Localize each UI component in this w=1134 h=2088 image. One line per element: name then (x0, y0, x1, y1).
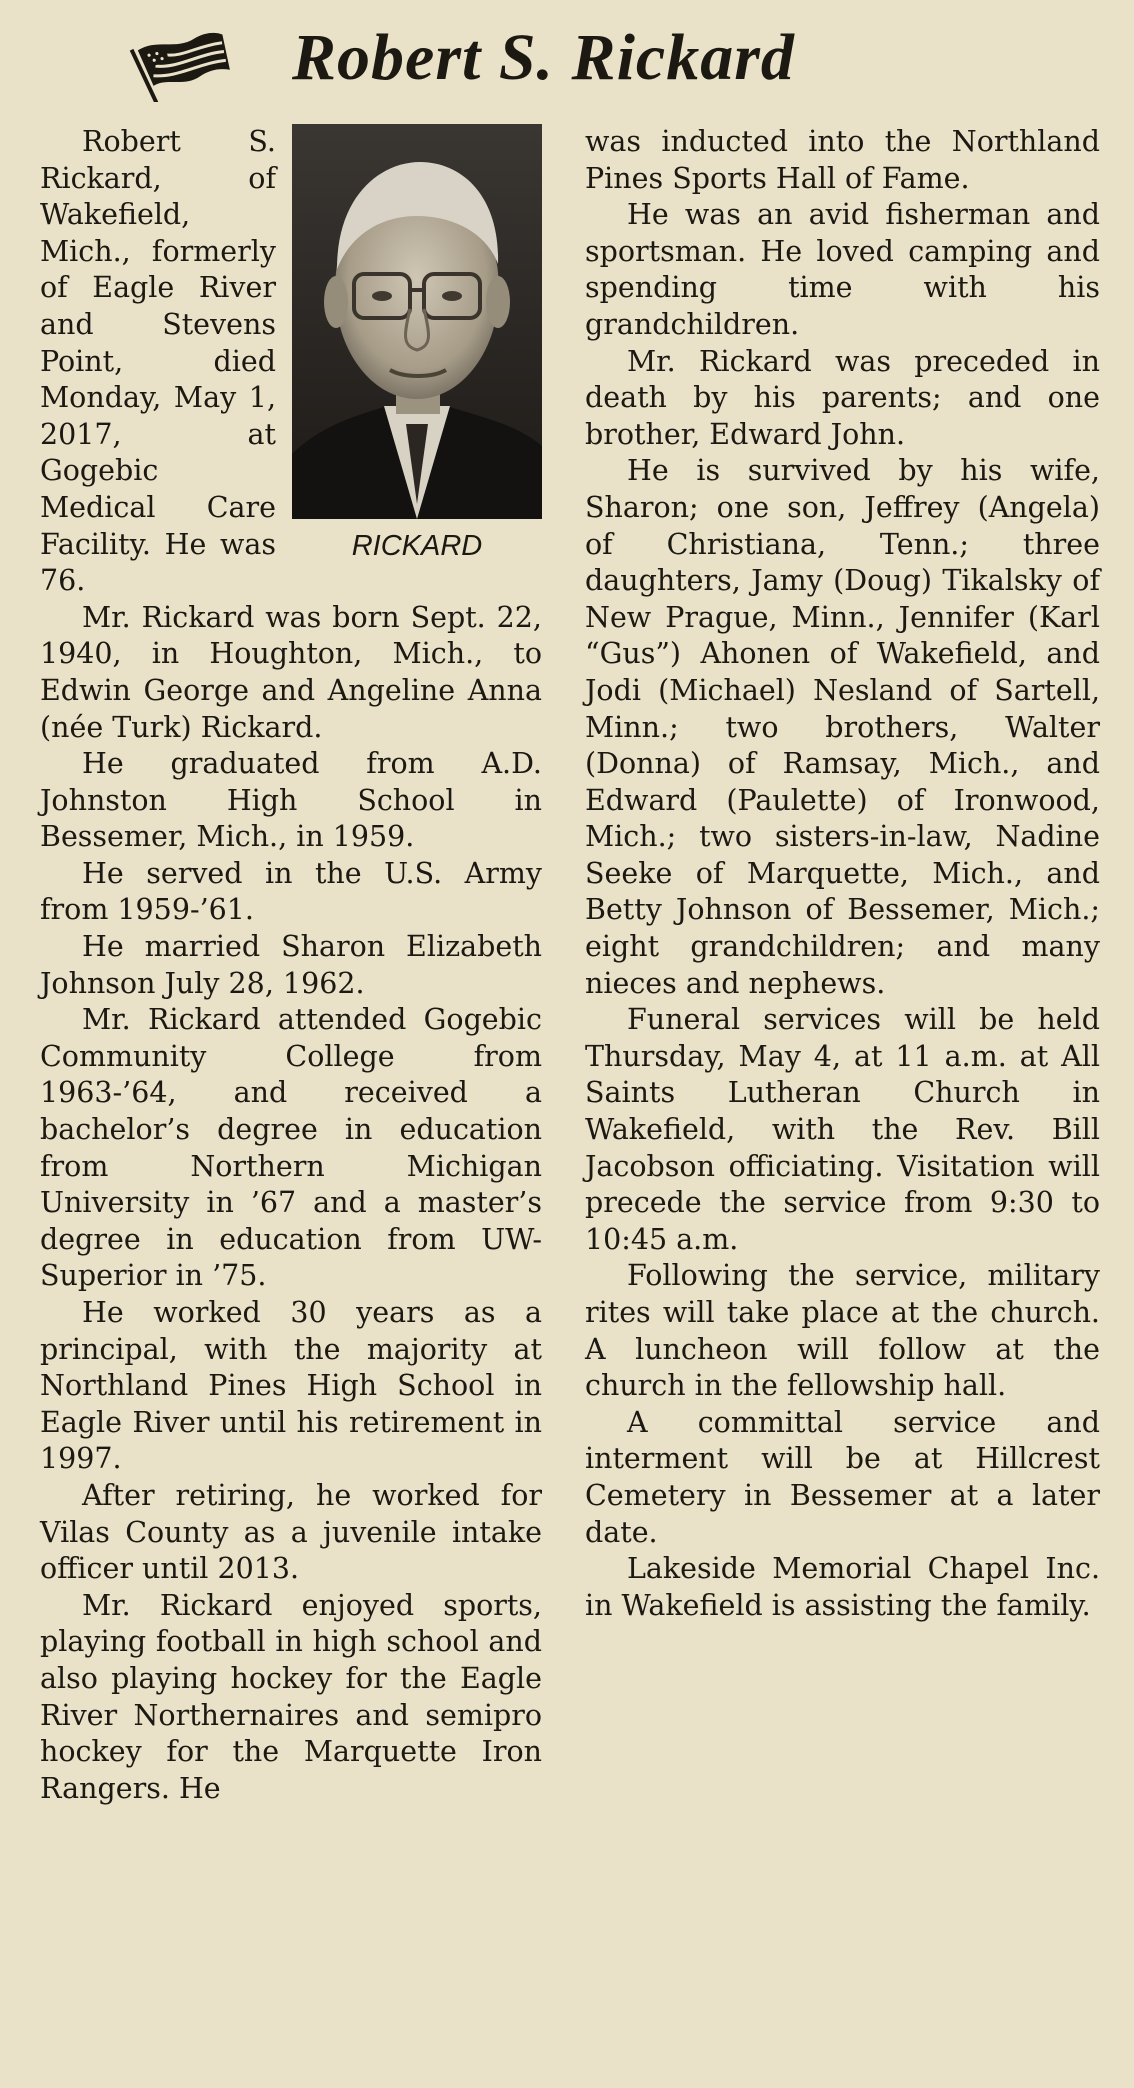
paragraph-intro: Robert S. Rickard, of Wakefield, Mich., formerly of Eagle River and Stevens Point, died Monday, May 1, 2017, at Gogebic Medical Care Facility. He was 76. (40, 125, 276, 598)
photo-caption: RICKARD (351, 530, 483, 562)
paragraph-army: He served in the U.S. Army from 1959-’61. (40, 856, 542, 927)
paragraph-committal: A committal service and interment will be at Hillcrest Cemetery in Bessemer at a later date. (585, 1405, 1100, 1549)
portrait-block (292, 124, 542, 564)
paragraph-military-rites: Following the service, military rites will take place at the church. A luncheon will follow at the church in the fellowship hall. (585, 1259, 1100, 1403)
paragraph-birth: Mr. Rickard was born Sept. 22, 1940, in Houghton, Mich., to Edwin George and Angeline Anna (née Turk) Rickard. (40, 600, 542, 744)
paragraph-retirement: After retiring, he worked for Vilas County as a juvenile intake officer until 2013. (40, 1478, 542, 1586)
paragraph-survivors: He is survived by his wife, Sharon; one son, Jeffrey (Angela) of Christiana, Tenn.; three daughters, Jamy (Doug) Tikalsky of New Prague, Minn., Jennifer (Karl “Gus”) Ahonen of Wakefield, and Jodi (Michael) Nesland of Sartell, Minn.; two brothers, Walter (Donna) of Ramsay, Mich., and Edward (Paulette) of Ironwood, Mich.; two sisters-in-law, Nadine Seeke of Marquette, Mich., and Betty Johnson of Bessemer, Mich.; eight grandchildren; and many nieces and nephews. (585, 454, 1100, 1000)
paragraph-hobbies: He was an avid fisherman and sportsman. He loved camping and spending time with his grandchildren. (585, 198, 1100, 341)
paragraph-education: Mr. Rickard attended Gogebic Community College from 1963-’64, and received a bachelor’s degree in education from Northern Michigan University in ’67 and a master’s degree in education from UW-Superior in ’75. (40, 1003, 542, 1293)
right-column (585, 124, 1100, 1624)
paragraph-career: He worked 30 years as a principal, with the majority at Northland Pines High School in Eagle River until his retirement in 1997. (40, 1296, 542, 1476)
paragraph-sports: Mr. Rickard enjoyed sports, playing football in high school and also playing hockey for the Eagle River Northernaires and semipro hockey for the Marquette Iron Rangers. He (40, 1588, 542, 1805)
paragraph-marriage: He married Sharon Elizabeth Johnson July 28, 1962. (40, 930, 542, 1000)
paragraph-funeral: Funeral services will be held Thursday, May 4, at 11 a.m. at All Saints Lutheran Church in Wakefield, with the Rev. Bill Jacobson officiating. Visitation will precede the service from 9:30 to 10:45 a.m. (585, 1003, 1100, 1256)
obituary-title: Robert S. Rickard (292, 21, 795, 94)
american-flag-icon (128, 30, 232, 102)
obituary-header (0, 8, 1134, 118)
portrait-photo (292, 124, 542, 519)
paragraph-high-school: He graduated from A.D. Johnston High School in Bessemer, Mich., in 1959. (40, 747, 542, 854)
left-column (40, 124, 542, 1807)
paragraph-preceded: Mr. Rickard was preceded in death by his parents; and one brother, Edward John. (585, 344, 1100, 451)
clipping-bottom-edge (0, 2040, 1134, 2088)
paragraph-sports-continued: was inducted into the Northland Pines Sports Hall of Fame. (585, 125, 1100, 195)
paragraph-funeral-home: Lakeside Memorial Chapel Inc. in Wakefield is assisting the family. (585, 1552, 1100, 1622)
